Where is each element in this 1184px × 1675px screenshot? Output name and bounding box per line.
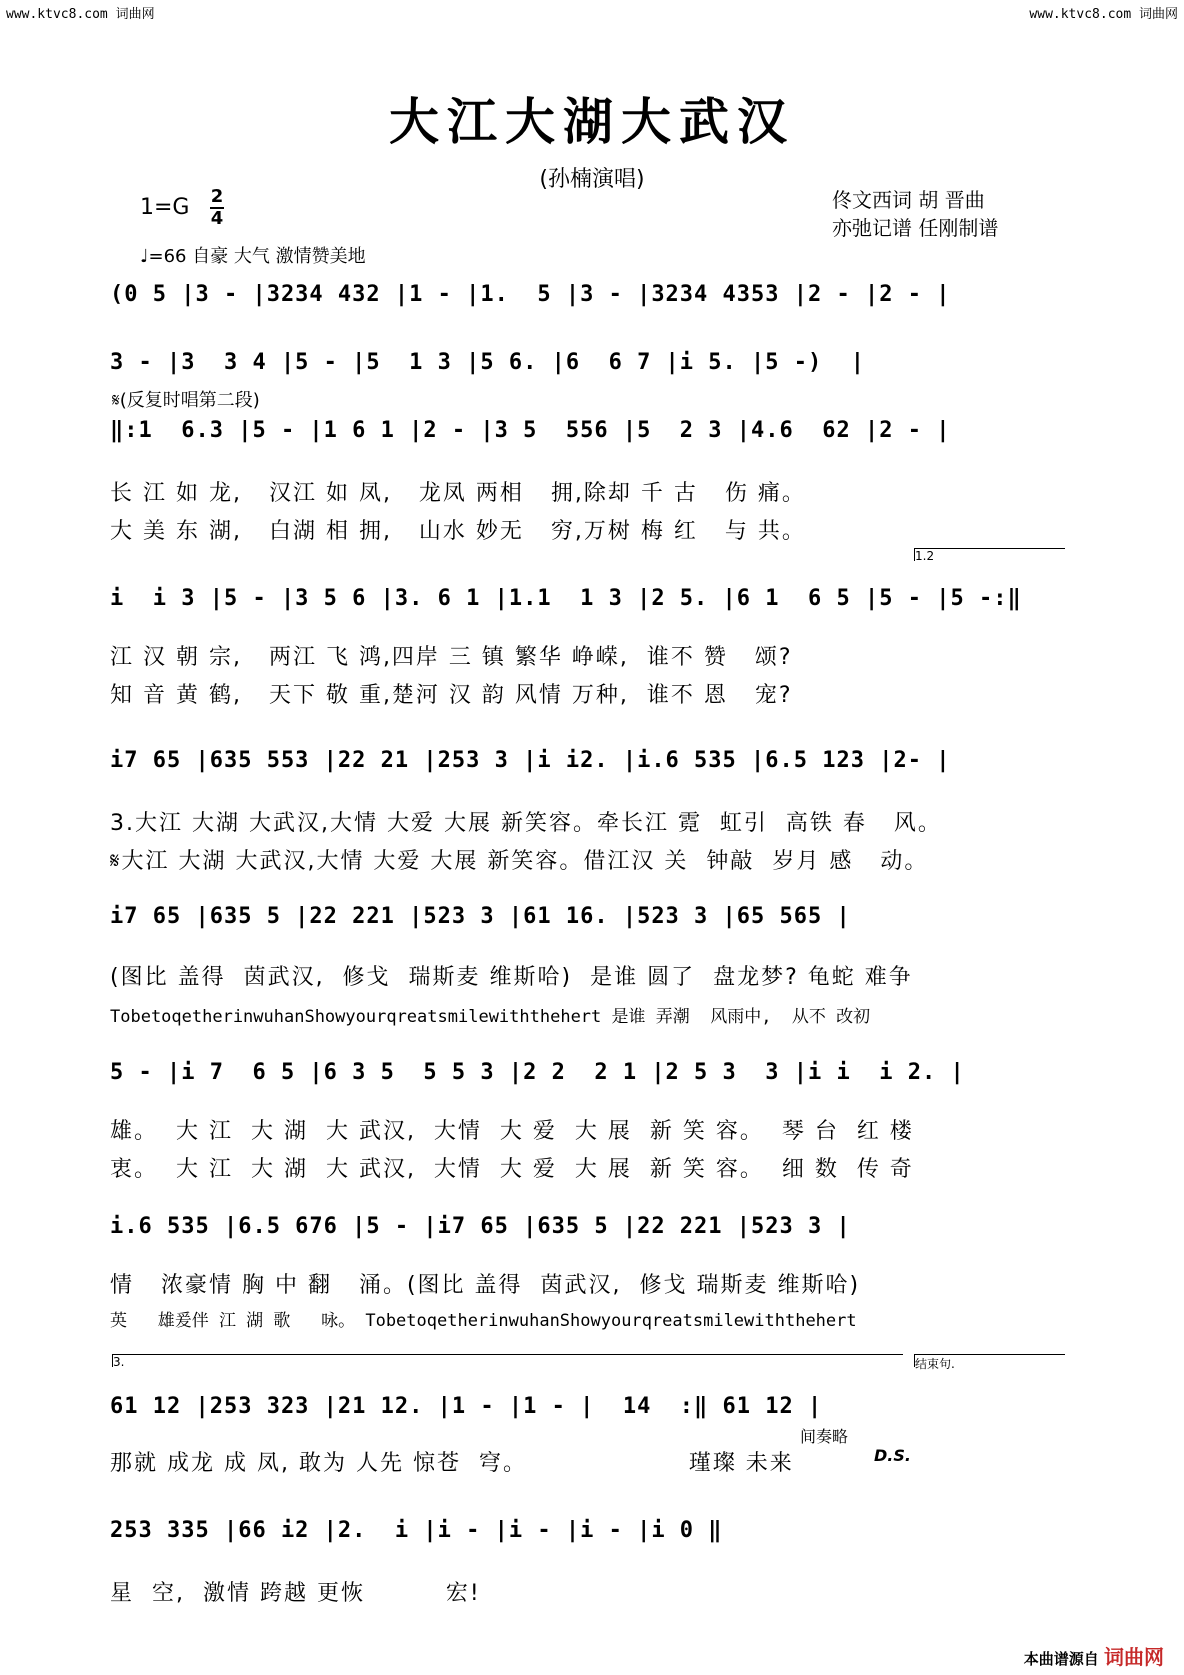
subtitle-singer: (孙楠演唱) <box>539 167 645 192</box>
notation-line-5: i7 65 |635 553 |22 21 |253 3 |i i2. |i.6 535 |6.5 123 |2- | <box>110 748 951 773</box>
notation-line-1: (0 5 |3 - |3234 432 |1 - |1. 5 |3 - |3234 4353 |2 - |2 - | <box>110 282 951 307</box>
lyric-line-3a: 长 江 如 龙, 汉江 如 凤, 龙凤 两相 拥,除却 千 古 伤 痛。 <box>110 481 806 506</box>
watermark-left: www.ktvc8.com 词曲网 <box>6 7 155 22</box>
ds-marking: D.S. <box>874 1446 911 1465</box>
lyric-line-3b: 大 美 东 湖, 白湖 相 拥, 山水 妙无 穷,万树 梅 红 与 共。 <box>110 519 806 544</box>
lyric-line-10: 星 空, 激情 跨越 更恢 宏! <box>110 1581 481 1606</box>
lyric-line-5a: 3.大江 大湖 大武汉,大情 大爱 大展 新笑容。牵长江 霓 虹引 高铁 春 风。 <box>110 811 942 836</box>
time-sig-top: 2 <box>210 186 224 207</box>
lyric-line-7b: 衷。 大 江 大 湖 大 武汉, 大情 大 爱 大 展 新 笑 容。 细 数 传 奇 <box>110 1157 914 1182</box>
credit-lyricist-composer: 佟文西词 胡 晋曲 <box>832 188 985 212</box>
credit-transcriber: 亦弛记谱 任刚制谱 <box>832 216 999 240</box>
lyric-line-4a: 江 汉 朝 宗, 两江 飞 鸿,四岸 三 镇 繁华 峥嵘, 谁不 赞 颂? <box>110 645 793 670</box>
volta-1-2: 1.2 <box>914 548 1065 561</box>
key-signature: 1=G <box>140 195 190 220</box>
repeat-note: 𝄋(反复时唱第二段) <box>112 390 260 411</box>
watermark-right: www.ktvc8.com 词曲网 <box>1029 7 1178 22</box>
notation-line-9: 61 12 |253 323 |21 12. |1 - |1 - | 14 :‖ 61 12 | <box>110 1394 823 1419</box>
time-sig-bottom: 4 <box>210 208 224 229</box>
lyric-line-4b: 知 音 黄 鹤, 天下 敬 重,楚河 汉 韵 风情 万种, 谁不 恩 宠? <box>110 683 793 708</box>
interlude-label: 间奏略 <box>800 1427 849 1446</box>
source-credit <box>1024 1641 1164 1670</box>
notation-line-4: i i 3 |5 - |3 5 6 |3. 6 1 |1.1 1 3 |2 5. |6 1 6 5 |5 - |5 -:‖ <box>110 586 1022 611</box>
lyric-line-8a: 情 浓豪情 胸 中 翻 涌。(图比 盖得 茵武汉, 修戈 瑞斯麦 维斯哈) <box>110 1273 861 1298</box>
ending-label: 结束句. <box>914 1354 1065 1367</box>
tempo-marking: ♩=66 自豪 大气 激情赞美地 <box>140 246 366 267</box>
source-brand: 词曲网 <box>1104 1645 1164 1669</box>
notation-line-6: i7 65 |635 5 |22 221 |523 3 |61 16. |523 3 |65 565 | <box>110 904 851 929</box>
notation-line-10: 253 335 |66 i2 |2. i |i - |i - |i - |i 0 ‖ <box>110 1518 723 1543</box>
volta-3: 3. <box>112 1354 903 1367</box>
notation-line-7: 5 - |i 7 6 5 |6 3 5 5 5 3 |2 2 2 1 |2 5 3 3 |i i i 2. | <box>110 1060 965 1085</box>
source-text: 本曲谱源自 <box>1023 1650 1099 1668</box>
lyric-line-8b: 英 雄爰伴 江 湖 歌 咏。 TobetoqetherinwuhanShowyourqreatsmilewiththehert <box>110 1311 857 1331</box>
lyric-line-6b: TobetoqetherinwuhanShowyourqreatsmilewiththehert 是谁 弄潮 风雨中, 从不 改初 <box>110 1007 871 1027</box>
lyric-line-6a: (图比 盖得 茵武汉, 修戈 瑞斯麦 维斯哈) 是谁 圆了 盘龙梦? 龟蛇 难争 <box>110 965 913 990</box>
time-signature <box>210 188 224 228</box>
lyric-line-7a: 雄。 大 江 大 湖 大 武汉, 大情 大 爱 大 展 新 笑 容。 琴 台 红 楼 <box>110 1119 914 1144</box>
lyric-line-5b: 𝄋大江 大湖 大武汉,大情 大爱 大展 新笑容。借江汉 关 钟敲 岁月 感 动。 <box>110 849 929 874</box>
notation-line-8: i.6 535 |6.5 676 |5 - |i7 65 |635 5 |22 221 |523 3 | <box>110 1214 851 1239</box>
notation-line-2: 3 - |3 3 4 |5 - |5 1 3 |5 6. |6 6 7 |i 5. |5 -) | <box>110 350 865 375</box>
song-title: 大江大湖大武汉 <box>389 92 795 151</box>
lyric-line-9: 那就 成龙 成 凤, 敢为 人先 惊苍 穹。 瑾璨 未来 <box>110 1451 794 1476</box>
notation-line-3: ‖:1 6.3 |5 - |1 6 1 |2 - |3 5 556 |5 2 3 |4.6 62 |2 - | <box>110 418 951 443</box>
